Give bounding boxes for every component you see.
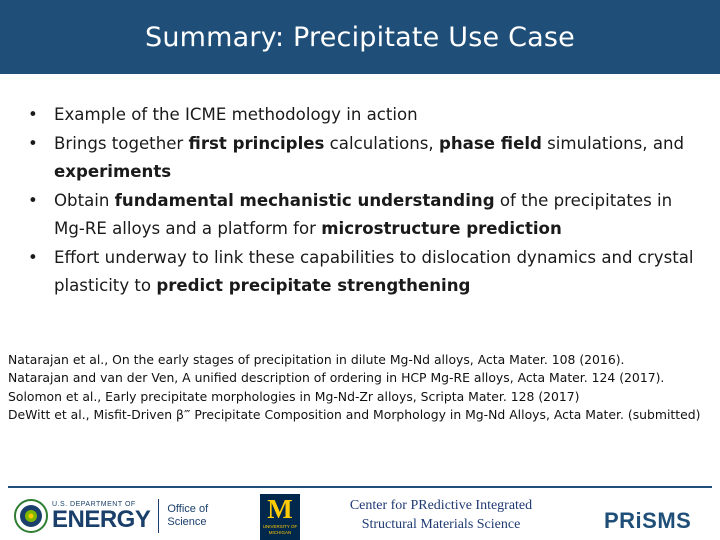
- doe-separator: [158, 499, 159, 533]
- prisms-logo: PRiSMS: [604, 508, 692, 533]
- bullet-text: calculations,: [324, 133, 439, 153]
- umich-text: UNIVERSITY OF MICHIGAN: [262, 524, 298, 535]
- bullet-emphasis: phase field: [438, 133, 542, 153]
- bullet-text: Effort underway to link these capabilities to dislocation dynamics and crystal plasticity to: [54, 247, 694, 295]
- doe-seal-icon: [14, 499, 48, 533]
- bullet-list: [28, 101, 708, 301]
- reference-item: Natarajan and van der Ven, A unified description of ordering in HCP Mg-RE alloys, Acta Mater. 124 (2017).: [8, 370, 665, 386]
- doe-office: [167, 503, 208, 529]
- doe-office-line2: Science: [167, 516, 207, 528]
- footer: [0, 486, 720, 540]
- bullet-emphasis: predict precipitate strengthening: [156, 276, 471, 295]
- center-name-line2: Structural Materials Science: [361, 517, 521, 532]
- umich-block-m-icon: M: [267, 494, 293, 524]
- umich-logo: [260, 494, 300, 540]
- bullet-emphasis: fundamental mechanistic understanding: [114, 190, 495, 210]
- bullet-text: simulations, and: [541, 133, 685, 153]
- slide-title: Summary: Precipitate Use Case: [145, 21, 575, 53]
- reference-item: Natarajan et al., On the early stages of precipitation in dilute Mg-Nd alloys, Acta Mater. 108 (2016).: [8, 352, 625, 367]
- doe-big-text: ENERGY: [52, 505, 151, 533]
- doe-wordmark: [52, 501, 150, 532]
- references: [8, 351, 716, 425]
- doe-small-text: U.S. DEPARTMENT OF: [52, 500, 136, 508]
- doe-office-line1: Office of: [167, 503, 209, 515]
- bullet-emphasis: experiments: [54, 162, 172, 181]
- bullet-text: Brings together: [54, 133, 189, 153]
- bullet-dot: •: [28, 247, 38, 267]
- reference-item: DeWitt et al., Misfit-Driven β‴ Precipitate Composition and Morphology in Mg-Nd Alloys, Acta Mater. (submitted): [8, 407, 701, 423]
- center-name: [312, 496, 570, 534]
- bullet-text: Obtain: [54, 190, 115, 210]
- bullet-emphasis: microstructure prediction: [321, 219, 562, 238]
- bullet-dot: •: [28, 190, 38, 210]
- bullet-item: [28, 101, 708, 130]
- bullet-dot: •: [28, 105, 38, 124]
- bullet-emphasis: first principles: [188, 133, 325, 153]
- bullet-item: [28, 244, 708, 301]
- bullet-item: [28, 130, 708, 187]
- center-name-line1: Center for PRedictive Integrated: [349, 498, 533, 513]
- bullet-text: Example of the ICME methodology in action: [54, 105, 418, 124]
- bullet-item: [28, 187, 708, 244]
- bullet-dot: •: [28, 133, 38, 153]
- reference-item: Solomon et al., Early precipitate morphologies in Mg-Nd-Zr alloys, Scripta Mater. 128 (2017): [8, 388, 580, 404]
- doe-logo: [14, 496, 208, 536]
- title-bar: [0, 0, 720, 74]
- footer-divider: [8, 486, 712, 488]
- bullet-text: of the precipitates in Mg-RE alloys and a platform for: [54, 190, 673, 238]
